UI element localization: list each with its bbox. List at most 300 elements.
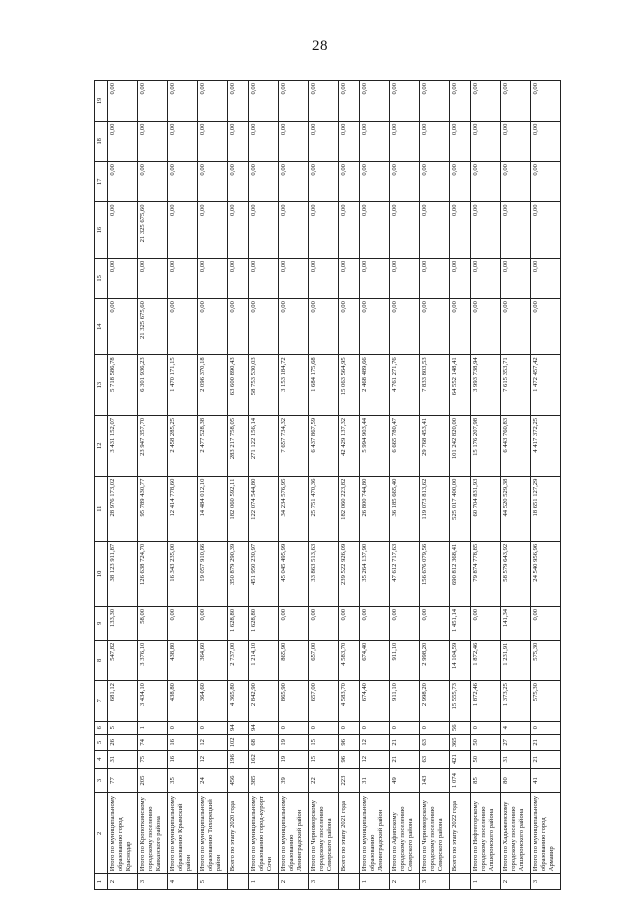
value-cell: 18 651 127,29 <box>531 476 561 541</box>
value-cell: 1 <box>138 721 168 734</box>
table-row <box>471 81 501 890</box>
value-cell: 0,00 <box>108 258 138 298</box>
value-cell: 0,00 <box>138 121 168 161</box>
value-cell: 75 <box>138 750 168 768</box>
row-index-cell: 3 <box>309 874 339 890</box>
row-name-cell: Итого по Афипскому городскому поселению Северского района <box>390 793 420 874</box>
table-row <box>108 81 138 890</box>
value-cell: 0,00 <box>249 121 279 161</box>
value-cell: 21 <box>531 734 561 750</box>
value-cell: 31 <box>501 750 531 768</box>
value-cell: 1 472 457,42 <box>531 355 561 416</box>
value-cell: 0,00 <box>309 606 339 640</box>
value-cell: 0,00 <box>309 162 339 202</box>
value-cell: 0,00 <box>390 606 420 640</box>
value-cell: 19 <box>279 734 309 750</box>
value-cell: 33 863 513,63 <box>309 541 339 606</box>
value-cell: 156 676 079,56 <box>420 541 450 606</box>
value-cell: 21 325 675,60 <box>138 299 168 355</box>
value-cell: 0 <box>471 721 501 734</box>
value-cell: 47 612 717,63 <box>390 541 420 606</box>
stage-total-row <box>339 81 360 890</box>
value-cell: 15 <box>309 734 339 750</box>
value-cell: 35 264 137,90 <box>360 541 390 606</box>
value-cell: 42 429 137,32 <box>339 415 360 476</box>
value-cell: 0,00 <box>339 258 360 298</box>
stage-total-row <box>228 81 249 890</box>
value-cell: 0,00 <box>471 202 501 258</box>
value-cell: 12 <box>360 750 390 768</box>
value-cell: 50 <box>471 750 501 768</box>
table-row <box>501 81 531 890</box>
value-cell: 657,00 <box>309 640 339 680</box>
value-cell: 2 458 285,25 <box>168 415 198 476</box>
value-cell: 1 872,46 <box>471 681 501 721</box>
column-number-8: 8 <box>95 640 108 680</box>
value-cell: 0,00 <box>198 299 228 355</box>
value-cell: 0,00 <box>390 258 420 298</box>
value-cell: 126 638 724,70 <box>138 541 168 606</box>
value-cell: 119 073 813,62 <box>420 476 450 541</box>
value-cell: 0,00 <box>471 606 501 640</box>
table-frame <box>94 80 614 890</box>
value-cell: 12 <box>360 734 390 750</box>
value-cell: 3 376,10 <box>138 640 168 680</box>
table-row <box>279 81 309 890</box>
value-cell: 456 <box>228 768 249 793</box>
value-cell: 24 <box>198 768 228 793</box>
value-cell: 0,00 <box>279 258 309 298</box>
value-cell: 1 628,80 <box>228 606 249 640</box>
value-cell: 16 <box>168 734 198 750</box>
value-cell: 451 950 230,97 <box>249 541 279 606</box>
value-cell: 575,30 <box>531 681 561 721</box>
value-cell: 102 <box>228 734 249 750</box>
value-cell: 4 417 372,25 <box>531 415 561 476</box>
row-index-cell <box>339 874 360 890</box>
value-cell: 0,00 <box>360 121 390 161</box>
value-cell: 39 <box>279 768 309 793</box>
value-cell: 0,00 <box>531 258 561 298</box>
value-cell: 0,00 <box>108 81 138 122</box>
value-cell: 0,00 <box>168 299 198 355</box>
value-cell: 0 <box>390 721 420 734</box>
value-cell: 122 074 544,80 <box>249 476 279 541</box>
value-cell: 15 <box>309 750 339 768</box>
value-cell: 0,00 <box>198 202 228 258</box>
value-cell: 0,00 <box>360 81 390 122</box>
value-cell: 94 <box>228 721 249 734</box>
value-cell: 0,00 <box>249 202 279 258</box>
row-name-cell: Итого по муниципальному образованию Крымский район <box>168 793 198 874</box>
row-index-cell: 2 <box>108 874 138 890</box>
value-cell: 19 <box>279 750 309 768</box>
column-number-10: 10 <box>95 541 108 606</box>
value-cell: 0,00 <box>279 162 309 202</box>
table-row <box>309 81 339 890</box>
value-cell: 41 <box>531 768 561 793</box>
value-cell: 223 <box>339 768 360 793</box>
value-cell: 25 751 470,36 <box>309 476 339 541</box>
value-cell: 101 242 820,00 <box>450 415 471 476</box>
stage-total-row <box>450 81 471 890</box>
value-cell: 15 063 564,95 <box>339 355 360 416</box>
value-cell: 911,10 <box>390 640 420 680</box>
value-cell: 141,34 <box>501 606 531 640</box>
value-cell: 0,00 <box>420 258 450 298</box>
value-cell: 12 <box>198 734 228 750</box>
value-cell: 5 718 586,78 <box>108 355 138 416</box>
value-cell: 60 704 831,93 <box>471 476 501 541</box>
value-cell: 0,00 <box>420 162 450 202</box>
value-cell: 239 522 926,09 <box>339 541 360 606</box>
value-cell: 4 583,70 <box>339 681 360 721</box>
value-cell: 0,00 <box>339 81 360 122</box>
value-cell: 77 <box>108 768 138 793</box>
value-cell: 2 477 528,38 <box>198 415 228 476</box>
value-cell: 911,10 <box>390 681 420 721</box>
value-cell: 0 <box>360 721 390 734</box>
value-cell: 2 998,20 <box>420 640 450 680</box>
value-cell: 5 <box>108 721 138 734</box>
column-number-15: 15 <box>95 258 108 298</box>
value-cell: 283 217 758,05 <box>228 415 249 476</box>
value-cell: 0,00 <box>471 121 501 161</box>
value-cell: 0,00 <box>228 121 249 161</box>
value-cell: 0,00 <box>309 202 339 258</box>
row-name-cell: Итого по муниципальному образованию Ленинградский район <box>360 793 390 874</box>
value-cell: 56 <box>450 721 471 734</box>
value-cell: 2 737,00 <box>228 640 249 680</box>
table-row <box>531 81 561 890</box>
value-cell: 0,00 <box>198 606 228 640</box>
value-cell: 0,00 <box>339 121 360 161</box>
row-name-cell: Итого по Черноморскому городскому поселению Северского района <box>309 793 339 874</box>
value-cell: 162 <box>249 750 279 768</box>
value-cell: 0,00 <box>450 299 471 355</box>
value-cell: 681,12 <box>108 681 138 721</box>
value-cell: 690 812 368,41 <box>450 541 471 606</box>
value-cell: 0,00 <box>501 202 531 258</box>
value-cell: 0,00 <box>420 606 450 640</box>
value-cell: 16 343 235,00 <box>168 541 198 606</box>
value-cell: 58,00 <box>138 606 168 640</box>
value-cell: 0,00 <box>501 258 531 298</box>
value-cell: 0,00 <box>450 121 471 161</box>
value-cell: 0,00 <box>249 299 279 355</box>
row-index-cell: 2 <box>501 874 531 890</box>
value-cell: 0,00 <box>471 299 501 355</box>
value-cell: 23 947 357,70 <box>138 415 168 476</box>
value-cell: 21 <box>531 750 561 768</box>
value-cell: 63 600 890,43 <box>228 355 249 416</box>
value-cell: 94 <box>249 721 279 734</box>
row-index-cell: 1 <box>249 874 279 890</box>
value-cell: 63 <box>420 750 450 768</box>
value-cell: 12 414 778,60 <box>168 476 198 541</box>
value-cell: 35 <box>168 768 198 793</box>
table-row <box>390 81 420 890</box>
value-cell: 0,00 <box>249 81 279 122</box>
value-cell: 1 628,80 <box>249 606 279 640</box>
value-cell: 0,00 <box>138 162 168 202</box>
value-cell: 15 555,73 <box>450 681 471 721</box>
value-cell: 64 552 148,41 <box>450 355 471 416</box>
row-name-cell: Итого по муниципальному образованию город Краснодар <box>108 793 138 874</box>
value-cell: 49 <box>390 768 420 793</box>
value-cell: 16 <box>168 750 198 768</box>
value-cell: 0,00 <box>339 299 360 355</box>
value-cell: 2 998,20 <box>420 681 450 721</box>
value-cell: 0,00 <box>309 258 339 298</box>
row-index-cell: 1 <box>360 874 390 890</box>
value-cell: 350 879 290,39 <box>228 541 249 606</box>
value-cell: 0,00 <box>168 202 198 258</box>
value-cell: 0,00 <box>531 81 561 122</box>
value-cell: 0 <box>531 721 561 734</box>
value-cell: 0,00 <box>108 121 138 161</box>
value-cell: 364,60 <box>198 681 228 721</box>
value-cell: 438,80 <box>168 640 198 680</box>
value-cell: 14 484 012,10 <box>198 476 228 541</box>
value-cell: 14 104,59 <box>450 640 471 680</box>
value-cell: 0,00 <box>360 299 390 355</box>
value-cell: 865,90 <box>279 640 309 680</box>
table-row <box>249 81 279 890</box>
value-cell: 95 789 430,77 <box>138 476 168 541</box>
column-number-14: 14 <box>95 299 108 355</box>
value-cell: 0,00 <box>501 299 531 355</box>
value-cell: 7 615 353,71 <box>501 355 531 416</box>
value-cell: 1 373,25 <box>501 681 531 721</box>
value-cell: 0,00 <box>198 121 228 161</box>
value-cell: 7 833 803,53 <box>420 355 450 416</box>
row-index-cell <box>450 874 471 890</box>
value-cell: 0,00 <box>450 258 471 298</box>
table-row <box>198 81 228 890</box>
row-index-cell: 2 <box>390 874 420 890</box>
value-cell: 0,00 <box>390 299 420 355</box>
value-cell: 525 017 400,00 <box>450 476 471 541</box>
value-cell: 34 234 576,95 <box>279 476 309 541</box>
value-cell: 44 520 529,38 <box>501 476 531 541</box>
value-cell: 0,00 <box>420 202 450 258</box>
value-cell: 1 074 <box>450 768 471 793</box>
value-cell: 80 <box>501 768 531 793</box>
table-row <box>168 81 198 890</box>
value-cell: 2 096 370,18 <box>198 355 228 416</box>
value-cell: 547,82 <box>108 640 138 680</box>
value-cell: 38 123 911,87 <box>108 541 138 606</box>
value-cell: 5 994 903,44 <box>360 415 390 476</box>
value-cell: 1 231,91 <box>501 640 531 680</box>
value-cell: 0,00 <box>390 162 420 202</box>
value-cell: 45 045 495,99 <box>279 541 309 606</box>
value-cell: 96 <box>339 734 360 750</box>
value-cell: 26 <box>108 734 138 750</box>
value-cell: 0,00 <box>360 606 390 640</box>
value-cell: 0,00 <box>198 258 228 298</box>
row-name-cell: Итого по муниципальному образованию Тихорецкий район <box>198 793 228 874</box>
column-number-19: 19 <box>95 81 108 122</box>
value-cell: 0,00 <box>531 606 561 640</box>
value-cell: 4 365,80 <box>228 681 249 721</box>
value-cell: 364,60 <box>198 640 228 680</box>
value-cell: 21 325 675,60 <box>138 202 168 258</box>
column-number-6: 6 <box>95 721 108 734</box>
value-cell: 21 <box>390 734 420 750</box>
value-cell: 36 185 665,40 <box>390 476 420 541</box>
value-cell: 6 665 780,47 <box>390 415 420 476</box>
value-cell: 438,80 <box>168 681 198 721</box>
value-cell: 7 657 734,32 <box>279 415 309 476</box>
value-cell: 0,00 <box>339 606 360 640</box>
value-cell: 657,00 <box>309 681 339 721</box>
value-cell: 3 153 184,72 <box>279 355 309 416</box>
value-cell: 196 <box>228 750 249 768</box>
value-cell: 1 451,14 <box>450 606 471 640</box>
value-cell: 2 468 489,66 <box>360 355 390 416</box>
value-cell: 575,30 <box>531 640 561 680</box>
value-cell: 0,00 <box>309 299 339 355</box>
value-cell: 0,00 <box>228 162 249 202</box>
value-cell: 3 431 152,07 <box>108 415 138 476</box>
value-cell: 63 <box>420 734 450 750</box>
value-cell: 0,00 <box>249 258 279 298</box>
value-cell: 50 <box>471 734 501 750</box>
value-cell: 385 <box>249 768 279 793</box>
data-table <box>94 80 561 890</box>
column-number-1: 1 <box>95 874 108 890</box>
value-cell: 0 <box>309 721 339 734</box>
value-cell: 0,00 <box>309 81 339 122</box>
value-cell: 6 443 760,83 <box>501 415 531 476</box>
table-row <box>138 81 168 890</box>
column-number-5: 5 <box>95 734 108 750</box>
value-cell: 0,00 <box>360 258 390 298</box>
value-cell: 4 761 271,76 <box>390 355 420 416</box>
value-cell: 271 122 156,14 <box>249 415 279 476</box>
row-index-cell: 5 <box>198 874 228 890</box>
row-index-cell: 3 <box>420 874 450 890</box>
value-cell: 68 <box>249 734 279 750</box>
value-cell: 0,00 <box>450 81 471 122</box>
value-cell: 85 <box>471 768 501 793</box>
value-cell: 24 540 956,96 <box>531 541 561 606</box>
value-cell: 182 060 592,11 <box>228 476 249 541</box>
row-name-cell: Итого по муниципальному образованию город Армавир <box>531 793 561 874</box>
value-cell: 1 872,46 <box>471 640 501 680</box>
value-cell: 0,00 <box>390 202 420 258</box>
value-cell: 0,00 <box>339 162 360 202</box>
value-cell: 27 <box>501 734 531 750</box>
value-cell: 0,00 <box>360 162 390 202</box>
value-cell: 1 470 171,15 <box>168 355 198 416</box>
value-cell: 143 <box>420 768 450 793</box>
column-number-2: 2 <box>95 793 108 874</box>
value-cell: 0,00 <box>450 202 471 258</box>
row-name-cell: Итого по Кропоткинскому городскому поселению Кавказского района <box>138 793 168 874</box>
value-cell: 6 437 867,59 <box>309 415 339 476</box>
row-index-cell: 3 <box>531 874 561 890</box>
value-cell: 12 <box>198 750 228 768</box>
value-cell: 0,00 <box>471 258 501 298</box>
value-cell: 0,00 <box>279 121 309 161</box>
value-cell: 0,00 <box>228 81 249 122</box>
value-cell: 0,00 <box>390 81 420 122</box>
value-cell: 0,00 <box>471 81 501 122</box>
value-cell: 6 301 936,23 <box>138 355 168 416</box>
value-cell: 0,00 <box>228 299 249 355</box>
value-cell: 0,00 <box>168 162 198 202</box>
value-cell: 31 <box>360 768 390 793</box>
value-cell: 0,00 <box>501 162 531 202</box>
value-cell: 0,00 <box>279 606 309 640</box>
value-cell: 0,00 <box>501 81 531 122</box>
row-name-cell: Всего по этапу 2020 года <box>228 793 249 874</box>
value-cell: 0,00 <box>420 121 450 161</box>
value-cell: 365 <box>450 734 471 750</box>
value-cell: 29 768 453,41 <box>420 415 450 476</box>
value-cell: 0 <box>198 721 228 734</box>
column-number-13: 13 <box>95 355 108 416</box>
value-cell: 0,00 <box>228 202 249 258</box>
column-number-18: 18 <box>95 121 108 161</box>
value-cell: 1 684 175,68 <box>309 355 339 416</box>
value-cell: 0,00 <box>108 202 138 258</box>
value-cell: 58 579 643,92 <box>501 541 531 606</box>
value-cell: 22 <box>309 768 339 793</box>
value-cell: 0,00 <box>501 121 531 161</box>
value-cell: 0,00 <box>168 121 198 161</box>
column-number-row <box>95 81 108 890</box>
value-cell: 0,00 <box>279 81 309 122</box>
value-cell: 0,00 <box>450 162 471 202</box>
value-cell: 0,00 <box>228 258 249 298</box>
value-cell: 865,90 <box>279 681 309 721</box>
column-number-4: 4 <box>95 750 108 768</box>
value-cell: 0,00 <box>198 162 228 202</box>
row-name-cell: Итого по муниципальному образованию Ленинградский район <box>279 793 309 874</box>
value-cell: 74 <box>138 734 168 750</box>
value-cell: 28 976 173,02 <box>108 476 138 541</box>
value-cell: 19 057 910,66 <box>198 541 228 606</box>
value-cell: 0,00 <box>138 81 168 122</box>
value-cell: 205 <box>138 768 168 793</box>
value-cell: 182 060 223,82 <box>339 476 360 541</box>
column-number-9: 9 <box>95 606 108 640</box>
value-cell: 0,00 <box>471 162 501 202</box>
value-cell: 2 842,90 <box>249 681 279 721</box>
value-cell: 133,30 <box>108 606 138 640</box>
value-cell: 4 <box>501 721 531 734</box>
value-cell: 3 993 738,94 <box>471 355 501 416</box>
value-cell: 0,00 <box>168 258 198 298</box>
value-cell: 0,00 <box>249 162 279 202</box>
table-row <box>360 81 390 890</box>
value-cell: 0,00 <box>279 202 309 258</box>
row-name-cell: Всего по этапу 2022 года <box>450 793 471 874</box>
value-cell: 79 874 778,85 <box>471 541 501 606</box>
value-cell: 0,00 <box>531 121 561 161</box>
row-index-cell: 3 <box>138 874 168 890</box>
rotated-table-wrapper <box>94 80 614 890</box>
value-cell: 0,00 <box>168 81 198 122</box>
value-cell: 21 <box>390 750 420 768</box>
value-cell: 0 <box>420 721 450 734</box>
row-index-cell: 4 <box>168 874 198 890</box>
value-cell: 0,00 <box>531 162 561 202</box>
